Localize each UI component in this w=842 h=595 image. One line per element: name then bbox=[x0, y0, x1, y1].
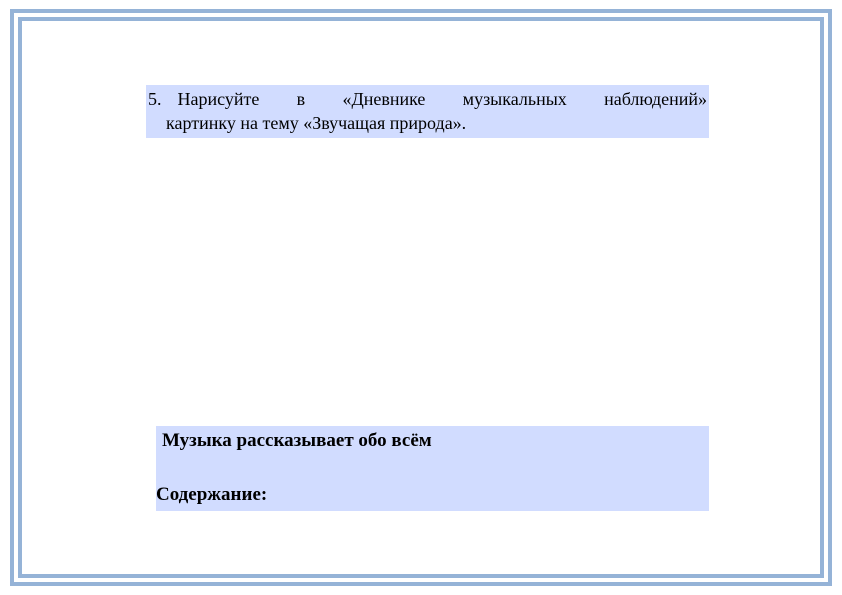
task-word: наблюдений» bbox=[604, 89, 707, 109]
section-title: Музыка рассказывает обо всём bbox=[162, 430, 432, 451]
task-item-5 bbox=[146, 85, 709, 138]
contents-block bbox=[156, 426, 709, 511]
task-word: музыкальных bbox=[462, 89, 567, 109]
task-line-1 bbox=[148, 87, 707, 111]
task-word: «Дневнике bbox=[342, 89, 426, 109]
task-words bbox=[178, 87, 708, 111]
task-word: в bbox=[296, 89, 306, 109]
contents-label: Содержание: bbox=[156, 484, 268, 505]
task-word: Нарисуйте bbox=[177, 89, 260, 109]
task-number: 5. bbox=[148, 89, 162, 109]
task-line-2: картинку на тему «Звучащая природа». bbox=[166, 113, 467, 133]
